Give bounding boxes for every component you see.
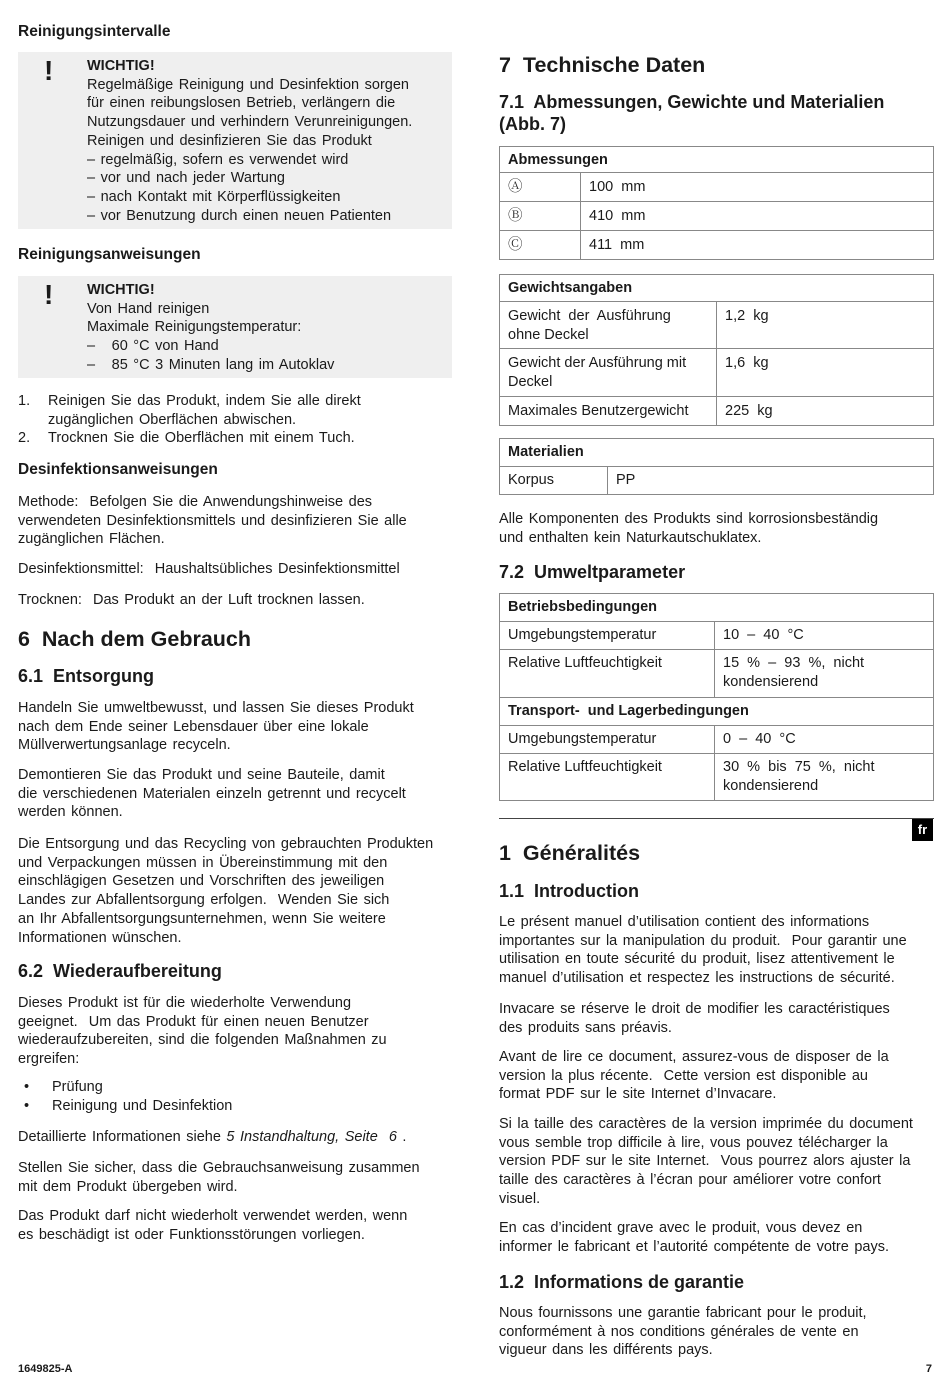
step-number: 1.: [18, 393, 31, 409]
document-number: 1649825-A: [18, 1363, 73, 1375]
paragraph: Die Entsorgung und das Recycling von gebrauchten Produkten und Verpackungen müssen in Übereinstimmung mit den einschlägigen Gesetzen und Vorschriften des jeweiligen Landes zur Abfallentsorgung erfolgen. Wenden Sie sich an Ihr Abfallentsorgungsunternehmen, wenn Sie weitere Informationen wünschen.: [18, 836, 434, 946]
heading-7-1: 7.1 Abmessungen, Gewichte und Materialien (Abb. 7): [499, 92, 885, 134]
paragraph: En cas d’incident grave avec le produit, vous devez en informer le fabricant et l’autorité compétente de votre pays.: [499, 1220, 889, 1255]
table-umwelt: Betriebsbedingungen Umgebungstemperatur 10 – 40 °C Relative Luftfeuchtigkeit 15 % – 93 %, nicht kondensierend Transport- und Lagerbedingungen Umgebungstemperatur 0 – 40 °C Relative Luftfeuchtigkeit 30 % bis 75 %, nicht kondensierend: [499, 593, 934, 801]
paragraph-detail: Detaillierte Informationen siehe 5 Instandhaltung, Seite 6 .: [18, 1129, 407, 1145]
heading-section-7: 7 Technische Daten: [499, 53, 706, 77]
table-materialien: Materialien Korpus PP: [499, 438, 934, 495]
bullet-dot: •: [24, 1079, 30, 1095]
step-number: 2.: [18, 430, 31, 446]
warning-text: Regelmäßige Reinigung und Desinfektion sorgen für einen reibungslosen Betrieb, verlängern die Nutzungsdauer und verhindern Verunreinigungen. Reinigen und desinfizieren Sie das Produkt – regelmäßig, sofern es verwendet wird – vor und nach jeder Wartung – nach Kontakt mit Körperflüssigkeiten – vor Benutzung durch einen neuen Patienten: [87, 76, 413, 224]
bullet-dot: •: [24, 1098, 30, 1114]
page-number: 7: [925, 1363, 932, 1375]
exclamation-icon: !: [44, 55, 54, 86]
section-divider: [499, 818, 934, 819]
heading-generalites: 1 Généralités: [499, 841, 641, 865]
heading-1-1: 1.1 Introduction: [499, 881, 640, 901]
exclamation-icon: !: [44, 279, 54, 310]
heading-reinigungsintervalle: Reinigungsintervalle: [18, 23, 171, 40]
bullet-item: Prüfung: [52, 1079, 103, 1095]
step-text: Reinigen Sie das Produkt, indem Sie alle direkt zugänglichen Oberflächen abwischen.: [48, 393, 361, 428]
paragraph: Si la taille des caractères de la version imprimée du document vous semble trop difficile à lire, vous pouvez télécharger la version PDF sur le site Internet. Vous pourrez alors ajuster la taille des caractères à l’écran pour améliorer votre confort visuel.: [499, 1116, 913, 1207]
heading-section-6: 6 Nach dem Gebrauch: [18, 627, 251, 651]
language-badge: fr: [912, 819, 933, 841]
warning-title: WICHTIG!: [87, 58, 155, 74]
paragraph-methode: Methode: Befolgen Sie die Anwendungshinweise des verwendeten Desinfektionsmittels und desinfizieren Sie alle zugänglichen Flächen.: [18, 494, 407, 548]
paragraph: Demontieren Sie das Produkt und seine Bauteile, damit die verschiedenen Materialen einzeln getrennt und recycelt werden können.: [18, 767, 406, 821]
paragraph-mittel: Desinfektionsmittel: Haushaltsübliches Desinfektionsmittel: [18, 561, 400, 577]
paragraph: Das Produkt darf nicht wiederholt verwendet werden, wenn es beschädigt ist oder Funktionsstörungen vorliegen.: [18, 1208, 408, 1243]
heading-1-2: 1.2 Informations de garantie: [499, 1272, 745, 1292]
paragraph: Stellen Sie sicher, dass die Gebrauchsanweisung zusammen mit dem Produkt übergeben wird.: [18, 1160, 420, 1195]
heading-desinfektionsanweisungen: Desinfektionsanweisungen: [18, 461, 218, 478]
table-abmessungen: Abmessungen Ⓐ 100 mm Ⓑ 410 mm Ⓒ 411 mm: [499, 146, 934, 260]
paragraph-trocknen: Trocknen: Das Produkt an der Luft trocknen lassen.: [18, 592, 365, 608]
paragraph: Le présent manuel d’utilisation contient des informations importantes sur la manipulation du produit. Pour garantir une utilisation en toute sécurité du produit, lisez attentivement le manuel d’utilisation et respectez les instructions de sécurité.: [499, 914, 907, 987]
paragraph: Nous fournissons une garantie fabricant pour le produit, conformément à nos conditions générales de vente en vigueur dans les différents pays.: [499, 1305, 867, 1359]
heading-reinigungsanweisungen: Reinigungsanweisungen: [18, 246, 201, 263]
paragraph: Handeln Sie umweltbewusst, und lassen Sie dieses Produkt nach dem Ende seiner Lebensdauer über eine lokale Müllverwertungsanlage recyceln.: [18, 700, 414, 754]
paragraph: Alle Komponenten des Produkts sind korrosionsbeständig und enthalten kein Naturkautschuklatex.: [499, 511, 879, 546]
warning-box-intervals: [18, 52, 452, 229]
warning-box-instructions: [18, 276, 452, 378]
table-gewicht: Gewichtsangaben Gewicht der Ausführung ohne Deckel 1,2 kg Gewicht der Ausführung mit Deckel 1,6 kg Maximales Benutzergewicht 225 kg: [499, 274, 934, 426]
warning-text: Von Hand reinigen Maximale Reinigungstemperatur: – 60 °C von Hand – 85 °C 3 Minuten lang im Autoklav: [87, 300, 335, 373]
paragraph: Invacare se réserve le droit de modifier les caractéristiques des produits sans préavis.: [499, 1001, 890, 1036]
paragraph: Avant de lire ce document, assurez-vous de disposer de la version la plus récente. Cette version est disponible au format PDF sur le site Internet d’Invacare.: [499, 1049, 889, 1103]
heading-6-1: 6.1 Entsorgung: [18, 666, 155, 686]
paragraph: Dieses Produkt ist für die wiederholte Verwendung geeignet. Um das Produkt für einen neuen Benutzer wiederaufzubereiten, sind die folgenden Maßnahmen zu ergreifen:: [18, 995, 387, 1068]
bullet-item: Reinigung und Desinfektion: [52, 1098, 233, 1114]
warning-title: WICHTIG!: [87, 282, 155, 298]
heading-6-2: 6.2 Wiederaufbereitung: [18, 961, 222, 981]
heading-7-2: 7.2 Umweltparameter: [499, 562, 686, 582]
step-text: Trocknen Sie die Oberflächen mit einem Tuch.: [48, 430, 355, 446]
cross-reference-link[interactable]: 5 Instandhaltung, Seite 6: [226, 1129, 397, 1145]
